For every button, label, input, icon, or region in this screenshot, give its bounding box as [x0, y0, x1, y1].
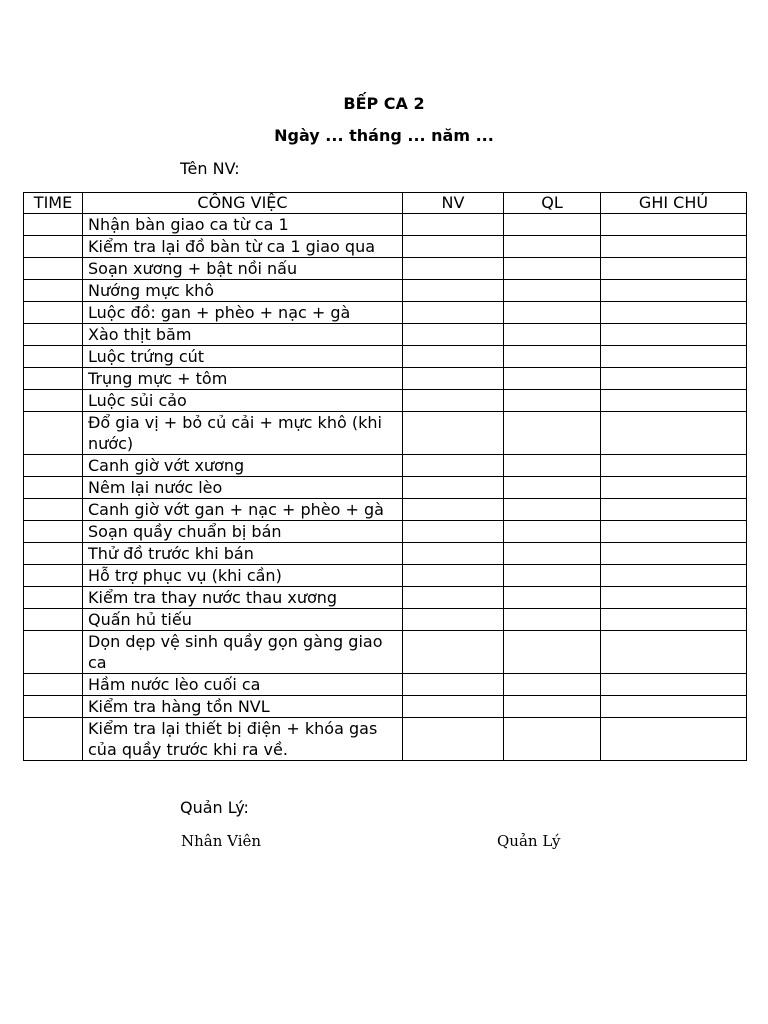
manager-check-cell[interactable]: [504, 324, 601, 346]
task-cell: Soạn xương + bật nồi nấu: [83, 258, 403, 280]
employee-check-cell[interactable]: [403, 390, 504, 412]
manager-check-cell[interactable]: [504, 696, 601, 718]
time-cell[interactable]: [24, 346, 83, 368]
table-row: [24, 521, 747, 543]
table-row: [24, 280, 747, 302]
manager-check-cell[interactable]: [504, 565, 601, 587]
task-cell: Luộc trứng cút: [83, 346, 403, 368]
header-manager: QL: [504, 193, 601, 214]
notes-cell[interactable]: [601, 390, 747, 412]
table-row: [24, 302, 747, 324]
employee-check-cell[interactable]: [403, 280, 504, 302]
manager-check-cell[interactable]: [504, 214, 601, 236]
time-cell[interactable]: [24, 674, 83, 696]
manager-check-cell[interactable]: [504, 346, 601, 368]
table-row: [24, 455, 747, 477]
task-cell: Hầm nước lèo cuối ca: [83, 674, 403, 696]
time-cell[interactable]: [24, 631, 83, 674]
manager-signature-label: Quản Lý: [497, 832, 561, 850]
task-cell: Thử đồ trước khi bán: [83, 543, 403, 565]
employee-signature-label: Nhân Viên: [181, 832, 262, 850]
notes-cell[interactable]: [601, 718, 747, 761]
time-cell[interactable]: [24, 521, 83, 543]
time-cell[interactable]: [24, 565, 83, 587]
task-cell: Luộc đồ: gan + phèo + nạc + gà: [83, 302, 403, 324]
manager-check-cell[interactable]: [504, 521, 601, 543]
manager-check-cell[interactable]: [504, 280, 601, 302]
employee-check-cell[interactable]: [403, 565, 504, 587]
time-cell[interactable]: [24, 412, 83, 455]
notes-cell[interactable]: [601, 258, 747, 280]
employee-check-cell[interactable]: [403, 455, 504, 477]
time-cell[interactable]: [24, 214, 83, 236]
task-cell: Xào thịt băm: [83, 324, 403, 346]
notes-cell[interactable]: [601, 280, 747, 302]
table-row: [24, 390, 747, 412]
notes-cell[interactable]: [601, 324, 747, 346]
time-cell[interactable]: [24, 455, 83, 477]
task-cell: Hỗ trợ phục vụ (khi cần): [83, 565, 403, 587]
time-cell[interactable]: [24, 477, 83, 499]
task-cell: Kiểm tra lại thiết bị điện + khóa gas của quầy trước khi ra về.: [83, 718, 403, 761]
table-row: [24, 477, 747, 499]
employee-check-cell[interactable]: [403, 346, 504, 368]
employee-check-cell[interactable]: [403, 609, 504, 631]
task-cell: Kiểm tra hàng tồn NVL: [83, 696, 403, 718]
employee-check-cell[interactable]: [403, 258, 504, 280]
task-cell: Đổ gia vị + bỏ củ cải + mực khô (khi nước): [83, 412, 403, 455]
time-cell[interactable]: [24, 302, 83, 324]
employee-check-cell[interactable]: [403, 302, 504, 324]
employee-check-cell[interactable]: [403, 412, 504, 455]
manager-check-cell[interactable]: [504, 455, 601, 477]
task-cell: Dọn dẹp vệ sinh quầy gọn gàng giao ca: [83, 631, 403, 674]
employee-check-cell[interactable]: [403, 543, 504, 565]
notes-cell[interactable]: [601, 412, 747, 455]
manager-check-cell[interactable]: [504, 236, 601, 258]
header-task: CÔNG VIỆC: [83, 193, 403, 214]
time-cell[interactable]: [24, 609, 83, 631]
employee-check-cell[interactable]: [403, 696, 504, 718]
manager-check-cell[interactable]: [504, 587, 601, 609]
notes-cell[interactable]: [601, 587, 747, 609]
table-header-row: [24, 193, 747, 214]
notes-cell[interactable]: [601, 674, 747, 696]
employee-check-cell[interactable]: [403, 324, 504, 346]
task-cell: Kiểm tra lại đồ bàn từ ca 1 giao qua: [83, 236, 403, 258]
employee-check-cell[interactable]: [403, 214, 504, 236]
manager-check-cell[interactable]: [504, 499, 601, 521]
manager-check-cell[interactable]: [504, 477, 601, 499]
task-cell: Kiểm tra thay nước thau xương: [83, 587, 403, 609]
time-cell[interactable]: [24, 587, 83, 609]
table-row: [24, 258, 747, 280]
table-row: [24, 674, 747, 696]
time-cell[interactable]: [24, 718, 83, 761]
employee-check-cell[interactable]: [403, 499, 504, 521]
time-cell[interactable]: [24, 390, 83, 412]
task-cell: Nêm lại nước lèo: [83, 477, 403, 499]
employee-check-cell[interactable]: [403, 674, 504, 696]
table-row: [24, 324, 747, 346]
employee-check-cell[interactable]: [403, 236, 504, 258]
table-row: [24, 346, 747, 368]
header-employee: NV: [403, 193, 504, 214]
header-time: TIME: [24, 193, 83, 214]
table-row: [24, 587, 747, 609]
manager-check-cell[interactable]: [504, 543, 601, 565]
employee-check-cell[interactable]: [403, 718, 504, 761]
task-cell: Luộc sủi cảo: [83, 390, 403, 412]
manager-label: Quản Lý:: [180, 798, 249, 817]
table-row: [24, 499, 747, 521]
document-title: BẾP CA 2: [343, 94, 425, 113]
manager-check-cell[interactable]: [504, 609, 601, 631]
notes-cell[interactable]: [601, 499, 747, 521]
table-row: [24, 412, 747, 455]
table-row: [24, 236, 747, 258]
task-cell: Nướng mực khô: [83, 280, 403, 302]
table-row: [24, 631, 747, 674]
manager-check-cell[interactable]: [504, 390, 601, 412]
notes-cell[interactable]: [601, 696, 747, 718]
notes-cell[interactable]: [601, 609, 747, 631]
employee-name-label: Tên NV:: [180, 159, 240, 178]
manager-check-cell[interactable]: [504, 302, 601, 324]
notes-cell[interactable]: [601, 302, 747, 324]
task-checklist-table: [23, 192, 747, 761]
time-cell[interactable]: [24, 368, 83, 390]
table-row: [24, 368, 747, 390]
time-cell[interactable]: [24, 499, 83, 521]
manager-check-cell[interactable]: [504, 258, 601, 280]
manager-check-cell[interactable]: [504, 368, 601, 390]
table-row: [24, 565, 747, 587]
time-cell[interactable]: [24, 280, 83, 302]
table-row: [24, 543, 747, 565]
time-cell[interactable]: [24, 324, 83, 346]
notes-cell[interactable]: [601, 521, 747, 543]
employee-check-cell[interactable]: [403, 631, 504, 674]
employee-check-cell[interactable]: [403, 477, 504, 499]
task-cell: Canh giờ vớt xương: [83, 455, 403, 477]
employee-check-cell[interactable]: [403, 587, 504, 609]
task-cell: Quấn hủ tiếu: [83, 609, 403, 631]
time-cell[interactable]: [24, 258, 83, 280]
table-row: [24, 609, 747, 631]
notes-cell[interactable]: [601, 543, 747, 565]
time-cell[interactable]: [24, 543, 83, 565]
time-cell[interactable]: [24, 696, 83, 718]
manager-check-cell[interactable]: [504, 718, 601, 761]
notes-cell[interactable]: [601, 565, 747, 587]
task-cell: Nhận bàn giao ca từ ca 1: [83, 214, 403, 236]
date-line: Ngày ... tháng ... năm ...: [274, 126, 494, 145]
manager-check-cell[interactable]: [504, 674, 601, 696]
table-body: [24, 214, 747, 761]
notes-cell[interactable]: [601, 455, 747, 477]
task-cell: Trụng mực + tôm: [83, 368, 403, 390]
manager-check-cell[interactable]: [504, 412, 601, 455]
notes-cell[interactable]: [601, 477, 747, 499]
header-notes: GHI CHÚ: [601, 193, 747, 214]
notes-cell[interactable]: [601, 214, 747, 236]
employee-check-cell[interactable]: [403, 368, 504, 390]
notes-cell[interactable]: [601, 236, 747, 258]
employee-check-cell[interactable]: [403, 521, 504, 543]
task-cell: Soạn quầy chuẩn bị bán: [83, 521, 403, 543]
table-row: [24, 718, 747, 761]
notes-cell[interactable]: [601, 346, 747, 368]
table-row: [24, 214, 747, 236]
task-cell: Canh giờ vớt gan + nạc + phèo + gà: [83, 499, 403, 521]
manager-check-cell[interactable]: [504, 631, 601, 674]
time-cell[interactable]: [24, 236, 83, 258]
notes-cell[interactable]: [601, 368, 747, 390]
notes-cell[interactable]: [601, 631, 747, 674]
table-row: [24, 696, 747, 718]
